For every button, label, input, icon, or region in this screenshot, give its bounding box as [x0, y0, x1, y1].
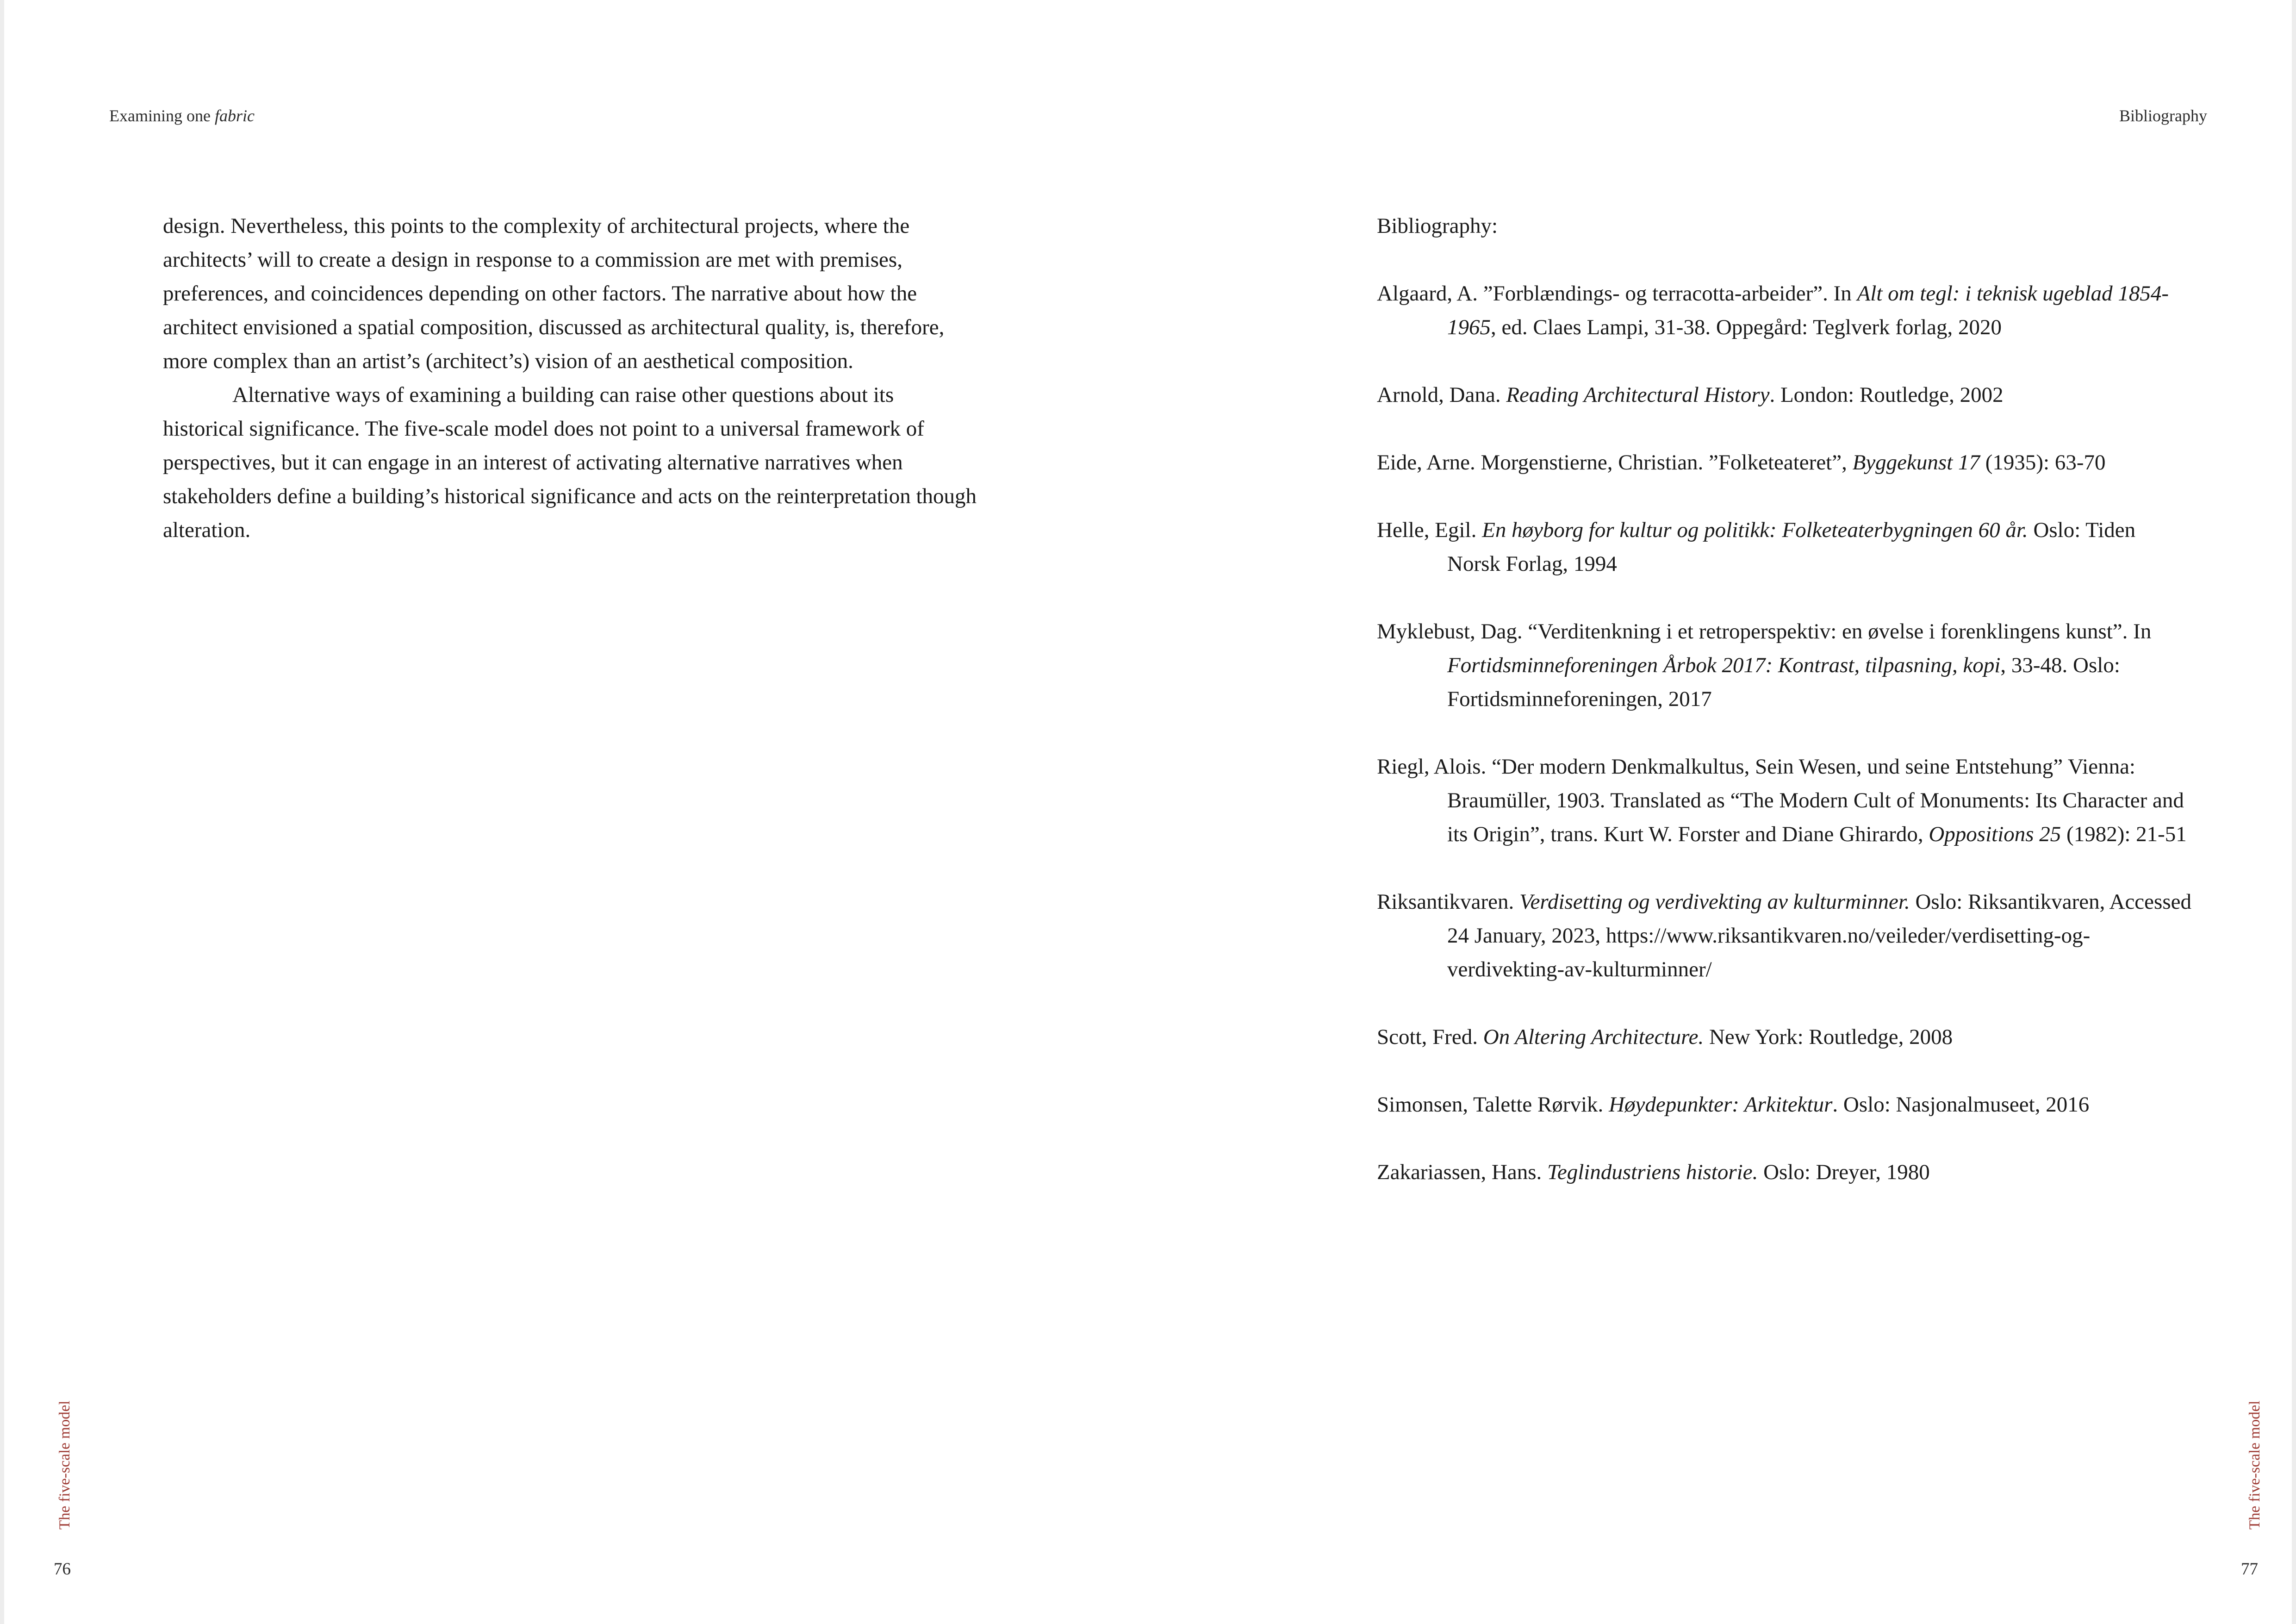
bibliography-entry: Zakariassen, Hans. Teglindustriens historie. Oslo: Dreyer, 1980	[1377, 1160, 1930, 1184]
sidebar-label-right: The five-scale model	[2246, 1400, 2263, 1530]
bibliography-title: Bibliography:	[1377, 214, 1498, 238]
bibliography-entry: Helle, Egil. En høyborg for kultur og politikk: Folketeaterbygningen 60 år. Oslo: Tiden Norsk Forlag, 1994	[1377, 518, 2136, 576]
sidebar-label-left: The five-scale model	[56, 1400, 73, 1530]
scan-edge-left	[0, 0, 4, 1624]
page-number-right: 77	[2241, 1560, 2258, 1579]
bibliography-section	[1377, 209, 2191, 1223]
running-header-left: Examining one fabric	[109, 106, 255, 125]
running-header-right: Bibliography	[2119, 106, 2207, 125]
bibliography-entry: Myklebust, Dag. “Verditenkning i et retroperspektiv: en øvelse i forenklingens kunst”. In Fortidsminneforeningen Årbok 2017: Kontrast, tilpasning, kopi, 33-48. Oslo: Fortidsminneforeningen, 2017	[1377, 619, 2152, 711]
bibliography-entry: Eide, Arne. Morgenstierne, Christian. ”Folketeateret”, Byggekunst 17 (1935): 63-70	[1377, 450, 2106, 475]
body-text	[163, 209, 977, 547]
page-number-left: 76	[54, 1560, 71, 1579]
paragraph: design. Nevertheless, this points to the complexity of architectural projects, where the architects’ will to create a design in response to a commission are met with premises, preferences, and coincidences depending on other factors. The narrative about how the architect envisioned a spatial composition, discussed as architectural quality, is, therefore, more complex than an artist’s (architect’s) vision of an aesthetical composition.	[163, 214, 945, 373]
bibliography-entry: Riegl, Alois. “Der modern Denkmalkultus, Sein Wesen, und seine Entstehung” Vienna: Braumüller, 1903. Translated as “The Modern Cult of Monuments: Its Character and its Origin”, trans. Kurt W. Forster and Diane Ghirardo, Oppositions 25 (1982): 21-51	[1377, 755, 2187, 846]
bibliography-entry: Scott, Fred. On Altering Architecture. New York: Routledge, 2008	[1377, 1025, 1953, 1049]
paragraph: Alternative ways of examining a building can raise other questions about its historical significance. The five-scale model does not point to a universal framework of perspectives, but it can engage in an interest of activating alternative narratives when stakeholders define a building’s historical significance and acts on the reinterpretation though alteration.	[163, 383, 977, 542]
bibliography-entry: Arnold, Dana. Reading Architectural History. London: Routledge, 2002	[1377, 383, 2004, 407]
bibliography-entry: Simonsen, Talette Rørvik. Høydepunkter: Arkitektur. Oslo: Nasjonalmuseet, 2016	[1377, 1093, 2090, 1117]
bibliography-entry: Riksantikvaren. Verdisetting og verdivekting av kulturminner. Oslo: Riksantikvaren, Accessed 24 January, 2023, https://www.riksantikvaren.no/veileder/verdisetting-og-verdivekting-av-kulturminner/	[1377, 890, 2191, 981]
bibliography-entry: Algaard, A. ”Forblændings- og terracotta-arbeider”. In Alt om tegl: i teknisk ugeblad 1854-1965, ed. Claes Lampi, 31-38. Oppegård: Teglverk forlag, 2020	[1377, 281, 2169, 339]
bibliography-list	[1377, 277, 2191, 1189]
scan-edge-right	[2292, 0, 2296, 1624]
